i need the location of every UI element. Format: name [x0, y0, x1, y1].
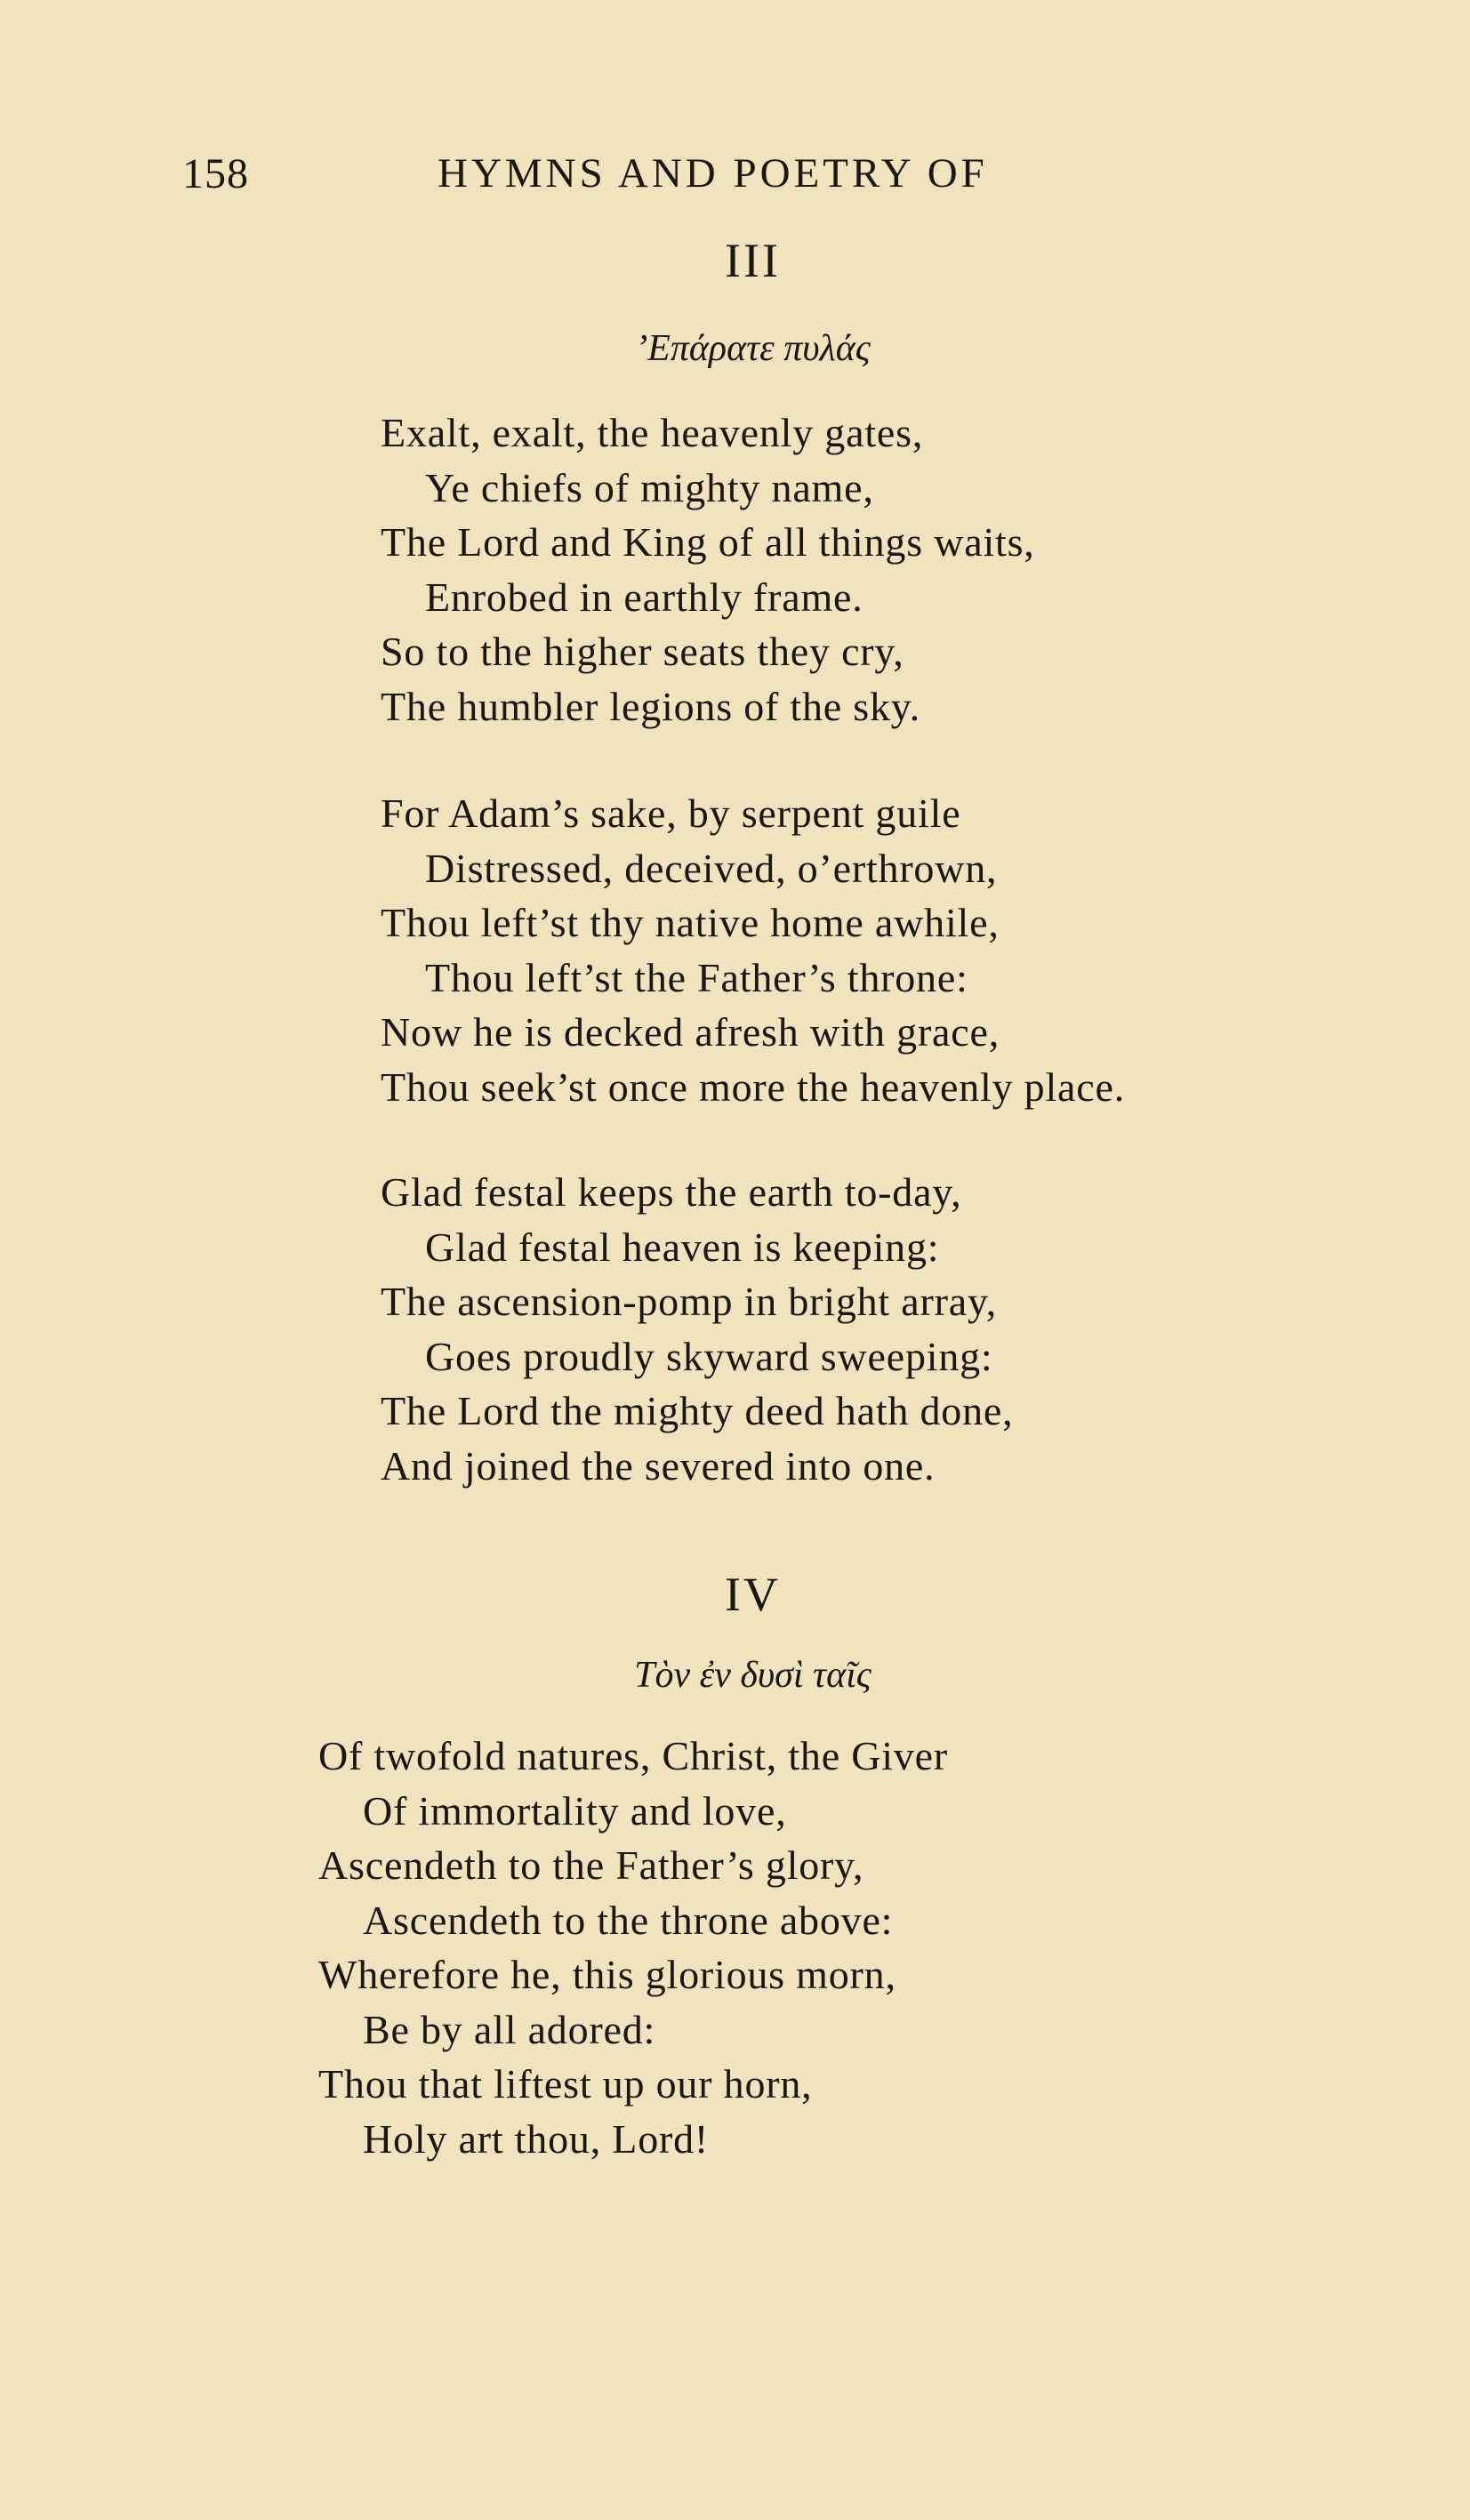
- verse-line: The humbler legions of the sky.: [381, 683, 920, 729]
- verse-line: For Adam’s sake, by serpent guile: [381, 791, 961, 836]
- verse-line: Wherefore he, this glorious morn,: [318, 1952, 896, 1997]
- verse-line: Thou left’st the Father’s throne:: [425, 954, 968, 1000]
- verse-line: Glad festal heaven is keeping:: [425, 1224, 940, 1270]
- verse-line: Of immortality and love,: [363, 1787, 787, 1834]
- verse-line: Ascendeth to the Father’s glory,: [318, 1842, 864, 1888]
- verse-line: Ye chiefs of mighty name,: [425, 464, 874, 510]
- section-numeral-iii: III: [725, 234, 781, 287]
- verse-line: The Lord the mighty deed hath done,: [381, 1388, 1014, 1433]
- running-title: HYMNS AND POETRY OF: [438, 150, 988, 197]
- verse-line: Thou left’st thy native home awhile,: [381, 900, 1000, 945]
- page-number: 158: [182, 150, 249, 197]
- running-head: [0, 149, 1470, 203]
- verse-line: Distressed, deceived, o’erthrown,: [425, 845, 998, 891]
- verse-line: Thou that liftest up our horn,: [318, 2061, 813, 2107]
- stanza: [381, 405, 1035, 734]
- verse-line: Goes proudly skyward sweeping:: [425, 1333, 993, 1379]
- verse-line: The Lord and King of all things waits,: [381, 519, 1035, 565]
- verse-line: Enrobed in earthly frame.: [425, 574, 864, 620]
- verse-line: Ascendeth to the throne above:: [363, 1897, 894, 1943]
- verse-line: Exalt, exalt, the heavenly gates,: [381, 410, 924, 455]
- verse-line: Be by all adored:: [363, 2006, 656, 2052]
- verse-line: So to the higher seats they cry,: [381, 629, 904, 674]
- stanza: [381, 786, 1125, 1114]
- verse-line: And joined the severed into one.: [381, 1442, 936, 1489]
- stanza: [318, 1729, 948, 2166]
- verse-line: Glad festal keeps the earth to-day,: [381, 1169, 962, 1215]
- verse-line: The ascension-pomp in bright array,: [381, 1279, 998, 1324]
- greek-incipit-iii: ’Επάρατε πυλάς: [635, 328, 871, 369]
- verse-line: Holy art thou, Lord!: [363, 2115, 710, 2162]
- verse-line: Of twofold natures, Christ, the Giver: [318, 1733, 948, 1778]
- stanza: [381, 1165, 1013, 1493]
- section-numeral-iv: IV: [725, 1568, 781, 1621]
- greek-incipit-iv: Τὸν ἐν δυσὶ ταῖς: [634, 1655, 872, 1696]
- verse-line: Thou seek’st once more the heavenly place.: [381, 1063, 1126, 1110]
- verse-line: Now he is decked afresh with grace,: [381, 1009, 1000, 1055]
